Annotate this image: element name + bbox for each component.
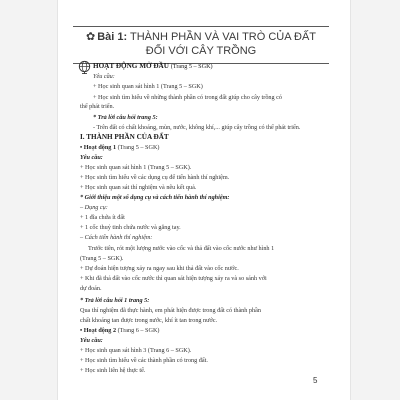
tool-2: + 1 cốc thuỷ tinh chứa nước và găng tay. (80, 224, 181, 231)
opening-answer: - Trên đất có chất khoáng, mùn, nước, không khí,... giúp cây trồng có thể phát triển. (93, 124, 301, 131)
page-number: 5 (313, 376, 318, 385)
activity-2-heading: • Hoạt động 2 (Trang 6 – SGK) (80, 327, 160, 334)
lesson-title-line2: ĐỐI VỚI CÂY TRỒNG (145, 45, 257, 57)
activity-1-req-3: + Học sinh quan sát thí nghiệm và nêu kết quả. (80, 184, 197, 191)
answer-1b: chất khoáng tan được trong nước, khí ít tan trong nước. (80, 317, 218, 324)
activity-2-req-label: Yêu cầu: (80, 337, 103, 344)
answer-1a: Qua thí nghiệm đã thực hành, em phát hiện được trong đất có thành phần (80, 307, 261, 314)
lesson-label: Bài 1: (97, 31, 128, 43)
activity-1-req-1: + Học sinh quan sát hình 1 (Trang 5 – SGK). (80, 164, 192, 171)
lesson-title-text: THÀNH PHẦN VÀ VAI TRÒ CỦA ĐẤT (130, 31, 317, 43)
section-heading: I. THÀNH PHẦN CỦA ĐẤT (80, 133, 169, 141)
activity-2-req-2: + Học sinh tìm hiểu về các thành phần có trong đất. (80, 357, 208, 364)
header-rule-top (73, 26, 329, 27)
opening-req-1: + Học sinh quan sát hình 1 (Trang 5 – SGK) (93, 83, 203, 90)
lesson-title-line1 (73, 30, 329, 43)
step-3a: + Khi đã thả đất vào cốc nước thì quan sát hiện tượng xảy ra và so sánh với (80, 275, 267, 282)
opening-req-label: Yêu cầu: (93, 73, 115, 80)
step-1a: Trước tiên, rót một lượng nước vào cốc và thả đất vào cốc nước như hình 1 (88, 245, 275, 252)
intro-label: * Giới thiệu một số dụng cụ và cách tiến hành thí nghiệm: (80, 194, 230, 201)
activity-2-req-1: + Học sinh quan sát hình 3 (Trang 6 – SGK). (80, 347, 192, 354)
activity-1-req-2: + Học sinh tìm hiểu về các dụng cụ để tiến hành thí nghiệm. (80, 174, 230, 181)
flower-icon: ✿ (85, 31, 96, 43)
tools-label: – Dụng cụ: (80, 204, 108, 211)
activity-1-req-label: Yêu cầu: (80, 154, 103, 161)
tool-1: + 1 đĩa chứa ít đất (80, 214, 125, 221)
step-3b: dự đoán. (80, 285, 102, 292)
opening-answer-label: * Trả lời câu hỏi trang 5: (93, 114, 158, 121)
method-label: – Cách tiến hành thí nghiệm: (80, 234, 153, 241)
globe-icon (78, 60, 91, 74)
answer-1-label: * Trả lời câu hỏi 1 trang 5: (80, 297, 150, 304)
step-2: + Dự đoán hiện tượng xảy ra ngay sau khi thả đất vào cốc nước. (80, 265, 239, 272)
opening-req-2a: + Học sinh tìm hiểu về những thành phần có trong đất giúp cho cây trồng có (93, 94, 282, 101)
activity-2-req-3: + Học sinh liên hệ thực tế. (80, 367, 146, 374)
step-1b: (Trang 5 – SGK). (80, 255, 124, 262)
opening-req-2b: thể phát triển. (80, 103, 115, 110)
activity-1-heading: • Hoạt động 1 (Trang 5 – SGK) (80, 144, 160, 151)
opening-heading: HOẠT ĐỘNG MỞ ĐẦU (Trang 5 – SGK) (93, 62, 213, 70)
